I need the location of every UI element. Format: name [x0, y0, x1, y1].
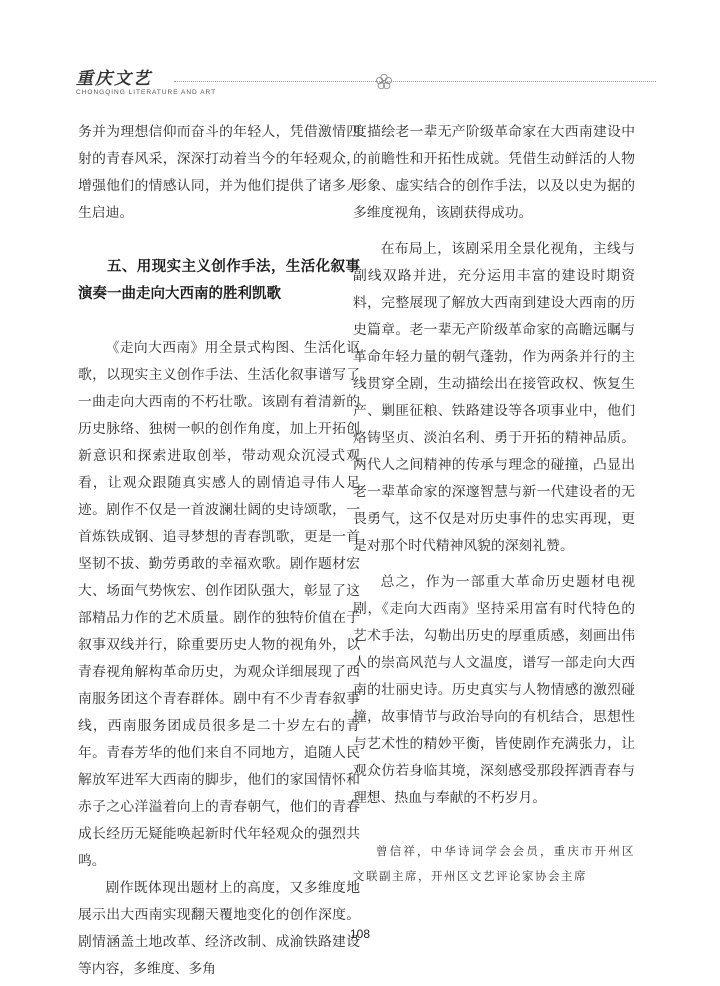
body-paragraph: 剧作既体现出题材上的高度，又多维度地展示出大西南实现翻天覆地变化的创作深度。剧情涵盖土地改革、经济改制、成渝铁路建设等内容，多维度、多角 [78, 880, 360, 977]
flower-ornament-icon [374, 72, 394, 92]
journal-logo-cn: 重庆文艺 [76, 69, 152, 89]
left-column [78, 119, 360, 983]
author-bio: 曾信祥，中华诗词学会会员，重庆市开州区文联副主席，开州区文艺评论家协会主席 [353, 844, 635, 883]
header-divider [174, 81, 656, 82]
body-paragraph: 在布局上，该剧采用全景化视角，主线与副线双路并进，充分运用丰富的建设时期资料，完整展现了解放大西南到建设大西南的历史篇章。老一辈无产阶级革命家的高瞻远瞩与革命年轻力量的朝气蓬勃，作为两条并行的主线贯穿全剧，生动描绘出在接管政权、恢复生产、剿匪征粮、铁路建设等各项事业中，他们烙铸坚贞、淡泊名利、勇于开拓的精神品质。两代人之间精神的传承与理念的碰撞，凸显出老一辈革命家的深邃智慧与新一代建设者的无畏勇气，这不仅是对历史事件的忠实再现，更是对那个时代精神风貌的深刻礼赞。 [353, 241, 635, 554]
right-column [353, 119, 635, 889]
body-paragraph: 总之，作为一部重大革命历史题材电视剧，《走向大西南》坚持采用富有时代特色的艺术手法，勾勒出历史的厚重质感，刻画出伟人的崇高风范与人文温度，谱写一部走向大西南的壮丽史诗。历史真实与人物情感的激烈碰撞，故事情节与政治导向的有机结合，思想性与艺术性的精妙平衡，皆使剧作充满张力，让观众仿若身临其境，深刻感受那段挥洒青春与理想、热血与奉献的不朽岁月。 [353, 574, 635, 806]
continuation-paragraph: 务并为理想信仰而奋斗的年轻人，凭借激情四射的青春风采，深深打动着当今的年轻观众，增强他们的情感认同，并为他们提供了诸多人生启迪。 [78, 124, 360, 221]
section-heading: 五、用现实主义创作手法，生活化叙事演奏一曲走向大西南的胜利凯歌 [78, 259, 360, 302]
body-paragraph: 《走向大西南》用全景式构图、生活化讴歌，以现实主义创作手法、生活化叙事谱写了一曲走向大西南的不朽壮歌。该剧有着清新的历史脉络、独树一帜的创作角度，加上开拓创新意识和探索进取创举，带动观众沉浸式观看，让观众跟随真实感人的剧情追寻伟人足迹。剧作不仅是一首波澜壮阔的史诗颂歌，一首炼铁成钢、追寻梦想的青春凯歌，更是一首坚韧不拔、勤劳勇敢的幸福欢歌。剧作题材宏大、场面气势恢宏、创作团队强大，彰显了这部精品力作的艺术质量。剧作的独特价值在于叙事双线并行，除重要历史人物的视角外，以青春视角解构革命历史，为观众详细展现了西南服务团这个青春群体。剧中有不少青春叙事线，西南服务团成员很多是二十岁左右的青年。青春芳华的他们来自不同地方，追随人民解放军进军大西南的脚步，他们的家国情怀和赤子之心洋溢着向上的青春朝气，他们的青春成长经历无疑能唤起新时代年轻观众的强烈共鸣。 [78, 340, 360, 869]
page-number: 108 [349, 927, 371, 941]
page-header [76, 64, 656, 104]
continuation-paragraph: 度描绘老一辈无产阶级革命家在大西南建设中的前瞻性和开拓性成就。凭借生动鲜活的人物形象、虚实结合的创作手法，以及以史为据的多维度视角，该剧获得成功。 [353, 124, 635, 221]
journal-logo-en: CHONGQING LITERATURE AND ART [76, 89, 217, 96]
